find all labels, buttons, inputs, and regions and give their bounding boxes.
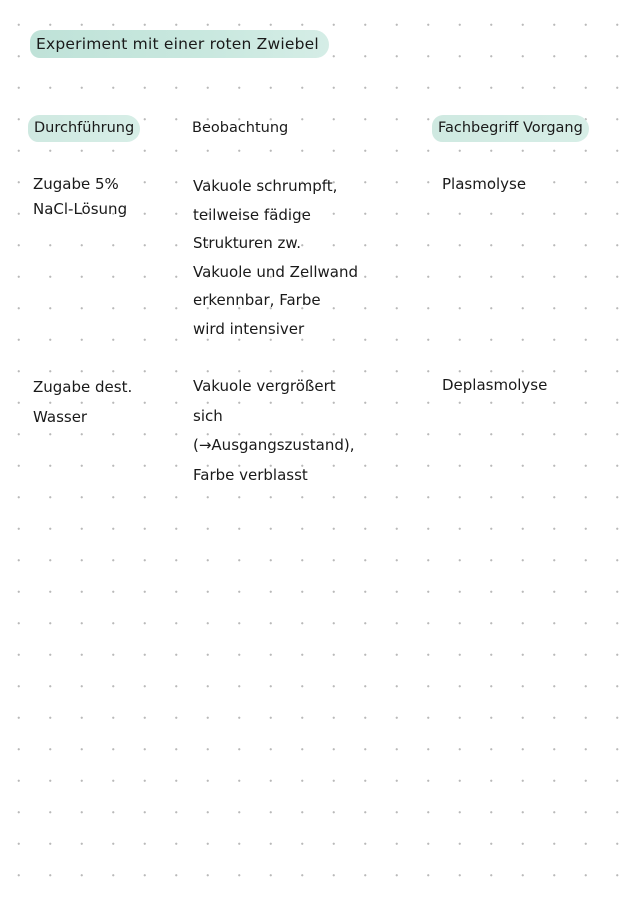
- text-line: Zugabe dest.: [33, 378, 133, 396]
- text-line: NaCl-Lösung: [33, 200, 128, 218]
- text-line: teilweise fädige: [193, 205, 311, 224]
- row-2-observation: [193, 372, 354, 490]
- text-line: Strukturen zw.: [193, 234, 302, 252]
- text-line: Deplasmolyse: [442, 376, 548, 394]
- text-line: Zugabe 5%: [33, 175, 119, 193]
- text-line: Vakuole und Zellwand: [193, 262, 358, 281]
- text-line: Vakuole schrumpft,: [193, 177, 338, 195]
- column-header-observation: Beobachtung: [192, 120, 289, 136]
- text-line: erkennbar, Farbe: [193, 291, 321, 309]
- text-line: Wasser: [33, 408, 88, 426]
- text-line: sich: [193, 406, 223, 425]
- row-2-term: [442, 372, 547, 398]
- page-title: Experiment mit einer roten Zwiebel: [30, 30, 329, 58]
- text-line: (→Ausgangszustand),: [193, 436, 355, 454]
- row-1-term: [442, 172, 526, 197]
- row-2-procedure: [33, 372, 132, 432]
- text-line: Farbe verblasst: [193, 465, 308, 484]
- text-line: Vakuole vergrößert: [193, 377, 336, 395]
- column-header-procedure: Durchführung: [28, 115, 140, 142]
- column-header-term: Fachbegriff Vorgang: [432, 115, 589, 142]
- row-1-observation: [193, 172, 358, 343]
- text-line: wird intensiver: [193, 319, 305, 338]
- row-1-procedure: [33, 172, 127, 222]
- text-line: Plasmolyse: [442, 175, 527, 193]
